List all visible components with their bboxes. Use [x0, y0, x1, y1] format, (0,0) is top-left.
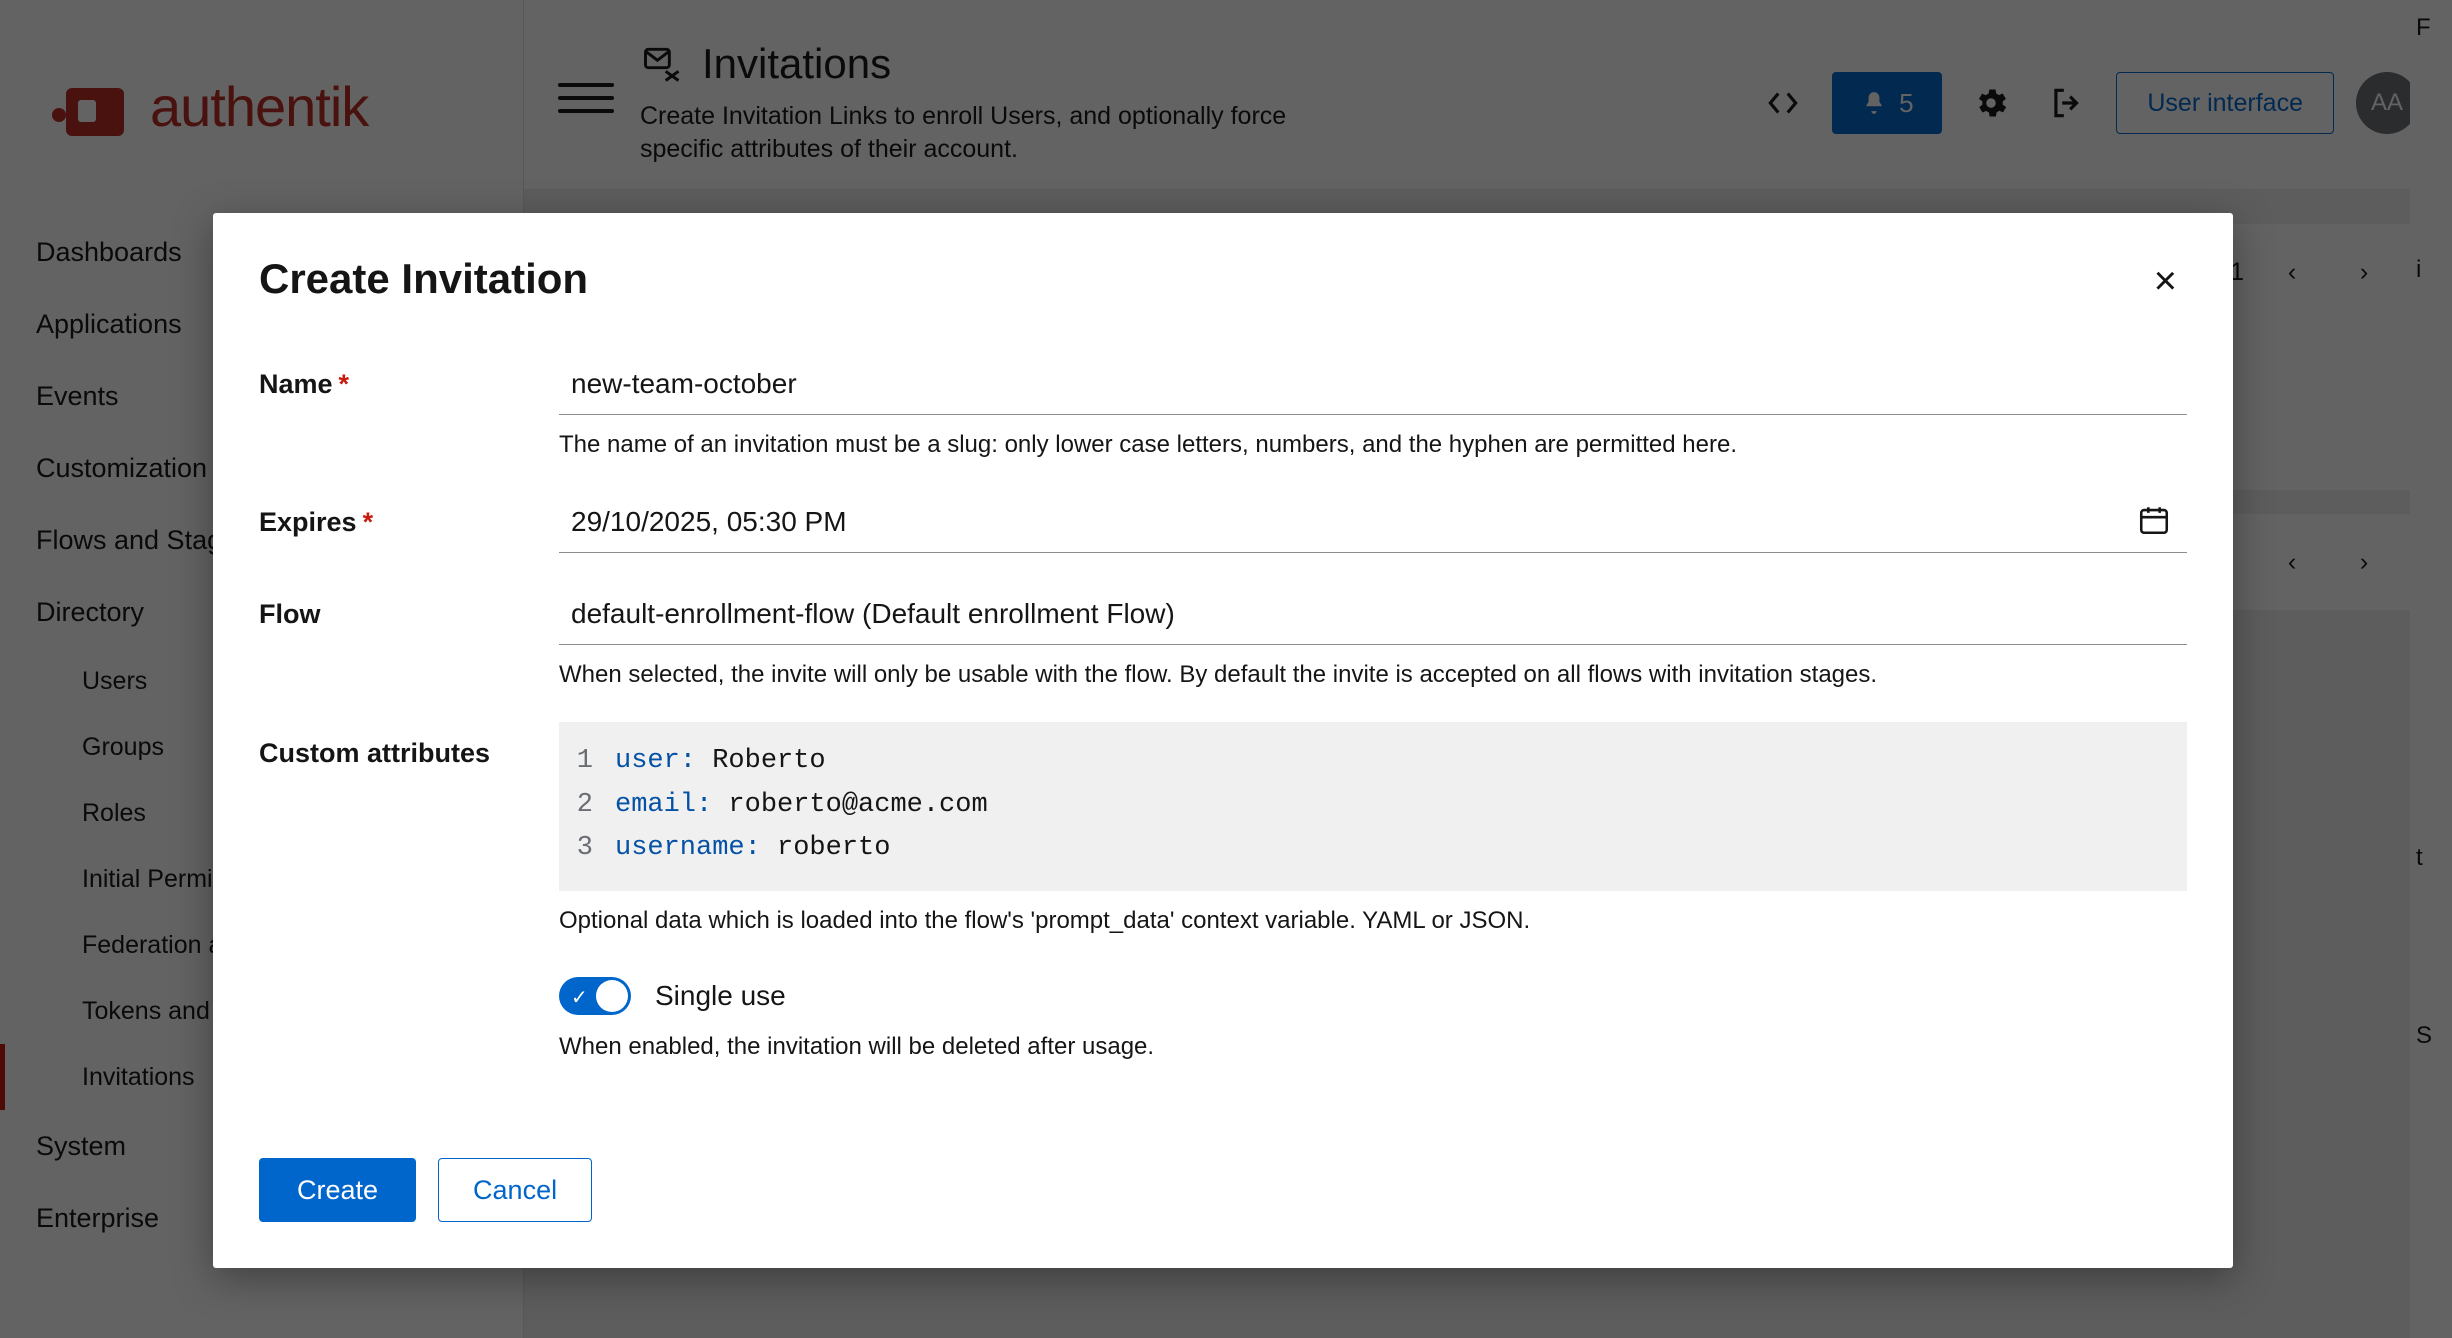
- flow-input[interactable]: [559, 583, 2187, 645]
- custom-attributes-label: [259, 722, 559, 1064]
- toggle-knob: [596, 980, 628, 1012]
- line-number: 3: [576, 833, 593, 864]
- code-key: email:: [615, 789, 713, 820]
- name-label: [259, 353, 559, 461]
- modal-header: [213, 213, 2233, 307]
- code-value: roberto: [777, 833, 891, 864]
- field-row-expires: [259, 491, 2187, 553]
- flow-help-text: When selected, the invite will only be usable with the flow. By default the invite is accepted on all flows with invitation stages.: [559, 661, 1878, 689]
- name-help-text: The name of an invitation must be a slug: only lower case letters, numbers, and the hyphen are permitted here.: [559, 431, 1737, 458]
- field-row-custom-attributes: [259, 722, 2187, 1064]
- single-use-toggle[interactable]: [559, 977, 631, 1015]
- required-marker: *: [338, 369, 350, 399]
- code-value: roberto@acme.com: [728, 789, 988, 820]
- custom-attributes-label-text: Custom attributes: [259, 737, 491, 768]
- field-row-flow: [259, 583, 2187, 691]
- field-row-name: [259, 353, 2187, 461]
- required-marker: *: [362, 507, 374, 538]
- custom-attributes-field-wrap: [559, 722, 2187, 1064]
- expires-label: [259, 491, 559, 553]
- single-use-help-text: When enabled, the invitation will be deleted after usage.: [559, 1033, 1155, 1061]
- code-key: username:: [615, 833, 761, 864]
- expires-input[interactable]: [559, 491, 2187, 553]
- flow-label-text: Flow: [259, 599, 321, 630]
- cancel-button[interactable]: Cancel: [438, 1158, 592, 1222]
- custom-attributes-editor[interactable]: [559, 722, 2187, 891]
- code-key: user:: [615, 745, 697, 776]
- line-number: 2: [576, 789, 593, 820]
- expires-label-text: Expires: [259, 507, 357, 538]
- modal-title: Create Invitation: [259, 255, 589, 302]
- create-invitation-modal: [213, 213, 2233, 1268]
- flow-field-wrap: [559, 583, 2187, 691]
- modal-body: [213, 307, 2233, 1064]
- name-input[interactable]: [559, 353, 2187, 415]
- expires-field-wrap: [559, 491, 2187, 553]
- code-line: [559, 827, 2187, 871]
- flow-label: [259, 583, 559, 691]
- code-line: [559, 740, 2187, 784]
- create-button[interactable]: Create: [259, 1158, 416, 1222]
- code-line: [559, 784, 2187, 828]
- check-icon: ✓: [571, 987, 588, 1010]
- name-label-text: Name: [259, 369, 333, 399]
- modal-footer: [213, 1158, 2233, 1268]
- close-icon[interactable]: ×: [2144, 255, 2187, 307]
- line-number: 1: [576, 745, 593, 776]
- calendar-icon[interactable]: [2137, 503, 2171, 537]
- name-field-wrap: [559, 353, 2187, 461]
- single-use-label: Single use: [655, 980, 786, 1012]
- code-value: Roberto: [712, 745, 826, 776]
- custom-attributes-help-text: Optional data which is loaded into the flow's 'prompt_data' context variable. YAML or JSON.: [559, 906, 1531, 934]
- single-use-row: [559, 977, 2187, 1015]
